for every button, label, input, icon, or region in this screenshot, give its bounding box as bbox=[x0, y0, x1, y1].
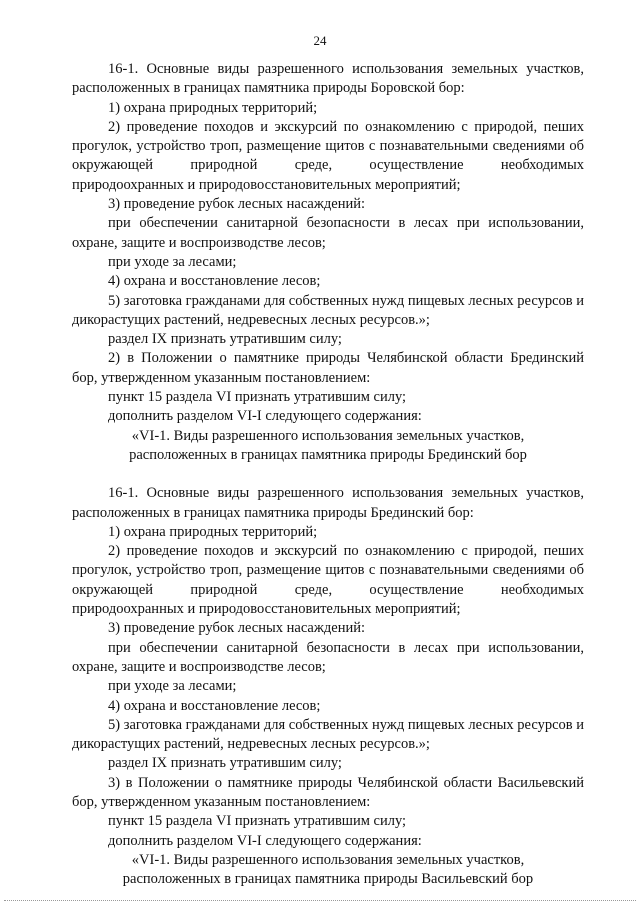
paragraph: при обеспечении санитарной безопасности в лесах при использовании, охране, защите и воспроизводстве лесов; bbox=[72, 639, 584, 675]
paragraph: при уходе за лесами; bbox=[108, 253, 237, 270]
section-heading: «VI-1. Виды разрешенного использования земельных участков, bbox=[131, 851, 525, 868]
paragraph: 16-1. Основные виды разрешенного использования земельных участков, расположенных в границах памятника природы Брединский бор: bbox=[72, 485, 584, 521]
paragraph: при обеспечении санитарной безопасности в лесах при использовании, охране, защите и воспроизводстве лесов; bbox=[72, 215, 584, 251]
section-boroskoy-bor bbox=[72, 60, 584, 465]
spacer bbox=[72, 465, 584, 484]
paragraph: 2) в Положении о памятнике природы Челябинской области Брединский бор, утвержденном указанным постановлением: bbox=[72, 350, 584, 386]
paragraph: 1) охрана природных территорий; bbox=[108, 523, 318, 540]
page-bottom-rule bbox=[4, 900, 636, 901]
paragraph: 5) заготовка гражданами для собственных нужд пищевых лесных ресурсов и дикорастущих растений, недревесных лесных ресурсов.»; bbox=[72, 292, 584, 328]
paragraph: раздел IX признать утратившим силу; bbox=[108, 755, 342, 772]
paragraph: 1) охрана природных территорий; bbox=[108, 99, 318, 116]
paragraph: 16-1. Основные виды разрешенного использования земельных участков, расположенных в границах памятника природы Боровской бор: bbox=[72, 61, 584, 97]
paragraph: при уходе за лесами; bbox=[108, 678, 237, 695]
paragraph: 2) проведение походов и экскурсий по ознакомлению с природой, пеших прогулок, устройство троп, размещение щитов с познавательными сведениями об окружающей природной среде, осуществление необходимых bbox=[72, 543, 584, 598]
page-number: 24 bbox=[313, 33, 327, 48]
paragraph: 4) охрана и восстановление лесов; bbox=[108, 697, 321, 714]
paragraph: дополнить разделом VI-I следующего содержания: bbox=[108, 408, 422, 425]
paragraph: 3) в Положении о памятнике природы Челябинской области Васильевский бор, утвержденном указанным постановлением: bbox=[72, 774, 584, 810]
paragraph: 3) проведение рубок лесных насаждений: bbox=[108, 620, 366, 637]
paragraph: пункт 15 раздела VI признать утратившим силу; bbox=[108, 389, 407, 406]
paragraph: пункт 15 раздела VI признать утратившим силу; bbox=[108, 813, 407, 830]
paragraph: 2) проведение походов и экскурсий по ознакомлению с природой, пеших прогулок, устройство троп, размещение щитов с познавательными сведениями об окружающей природной среде, осуществление необходимых bbox=[72, 118, 584, 174]
section-bredinsky-bor bbox=[72, 484, 584, 889]
section-heading: «VI-1. Виды разрешенного использования земельных участков, bbox=[131, 427, 525, 444]
paragraph: 3) проведение рубок лесных насаждений: bbox=[108, 196, 366, 213]
section-heading-continuation: расположенных в границах памятника природы Васильевский бор bbox=[122, 871, 534, 888]
paragraph-continuation: природоохранных и природовосстановительных мероприятий; bbox=[72, 176, 461, 193]
paragraph: дополнить разделом VI-I следующего содержания: bbox=[108, 832, 422, 849]
section-heading-continuation: расположенных в границах памятника природы Брединский бор bbox=[129, 446, 527, 463]
paragraph: раздел IX признать утратившим силу; bbox=[108, 331, 342, 348]
paragraph: 5) заготовка гражданами для собственных нужд пищевых лесных ресурсов и дикорастущих растений, недревесных лесных ресурсов.»; bbox=[72, 716, 584, 753]
paragraph: 4) охрана и восстановление лесов; bbox=[108, 273, 321, 290]
document-body bbox=[72, 60, 584, 889]
paragraph-continuation: природоохранных и природовосстановительных мероприятий; bbox=[72, 601, 461, 618]
